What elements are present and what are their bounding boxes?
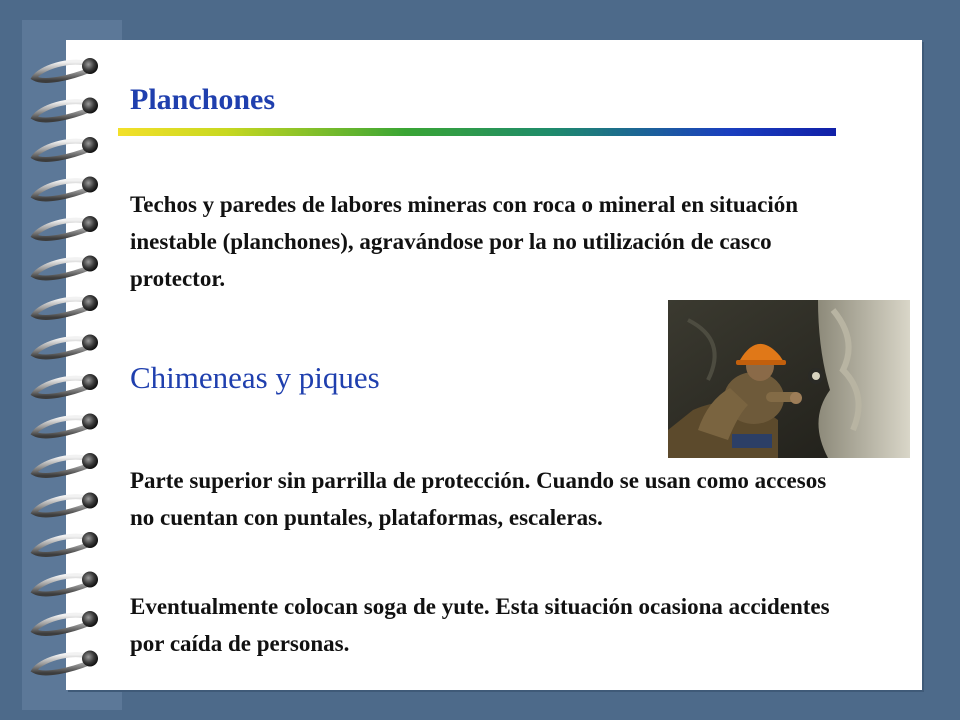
spiral-ring xyxy=(34,220,90,238)
spiral-ring xyxy=(34,141,90,159)
spiral-ring xyxy=(34,615,90,633)
binding-hole xyxy=(82,295,98,311)
binding-hole xyxy=(82,216,98,232)
spiral-ring xyxy=(34,339,90,357)
spiral-ring xyxy=(34,655,90,673)
binding-hole xyxy=(82,335,98,351)
spiral-ring xyxy=(34,497,90,515)
paragraph-planchones: Techos y paredes de labores mineras con roca o mineral en situación inestable (planchones), agravándose por la no utilización de casco protector. xyxy=(130,192,799,291)
binding-hole xyxy=(82,651,98,667)
binding-hole xyxy=(82,414,98,430)
paragraph-soga: Eventualmente colocan soga de yute. Esta situación ocasiona accidentes por caída de personas. xyxy=(130,594,830,656)
binding-hole xyxy=(82,256,98,272)
spiral-ring xyxy=(34,102,90,120)
binding-hole xyxy=(82,572,98,588)
spiral-ring xyxy=(34,536,90,554)
gradient-divider xyxy=(118,128,836,136)
paragraph-chimeneas: Parte superior sin parrilla de protección. Cuando se usan como accesos no cuentan con puntales, plataformas, escaleras. xyxy=(130,468,827,530)
binding-hole xyxy=(82,58,98,74)
binding-hole xyxy=(82,98,98,114)
section-title-planchones: Planchones xyxy=(130,83,276,116)
spiral-ring xyxy=(34,181,90,199)
binding-hole xyxy=(82,137,98,153)
binding-hole xyxy=(82,532,98,548)
spiral-ring xyxy=(34,260,90,278)
miner-photo xyxy=(668,300,910,458)
binding-hole xyxy=(82,177,98,193)
spiral-ring xyxy=(34,457,90,475)
binding-hole xyxy=(82,611,98,627)
spiral-binding xyxy=(0,0,130,720)
binding-hole xyxy=(82,453,98,469)
spiral-ring xyxy=(34,418,90,436)
spiral-ring xyxy=(34,62,90,80)
binding-hole xyxy=(82,493,98,509)
spiral-ring xyxy=(34,378,90,396)
spiral-ring xyxy=(34,576,90,594)
binding-hole xyxy=(82,374,98,390)
spiral-ring xyxy=(34,299,90,317)
section-title-chimeneas: Chimeneas y piques xyxy=(130,360,380,395)
